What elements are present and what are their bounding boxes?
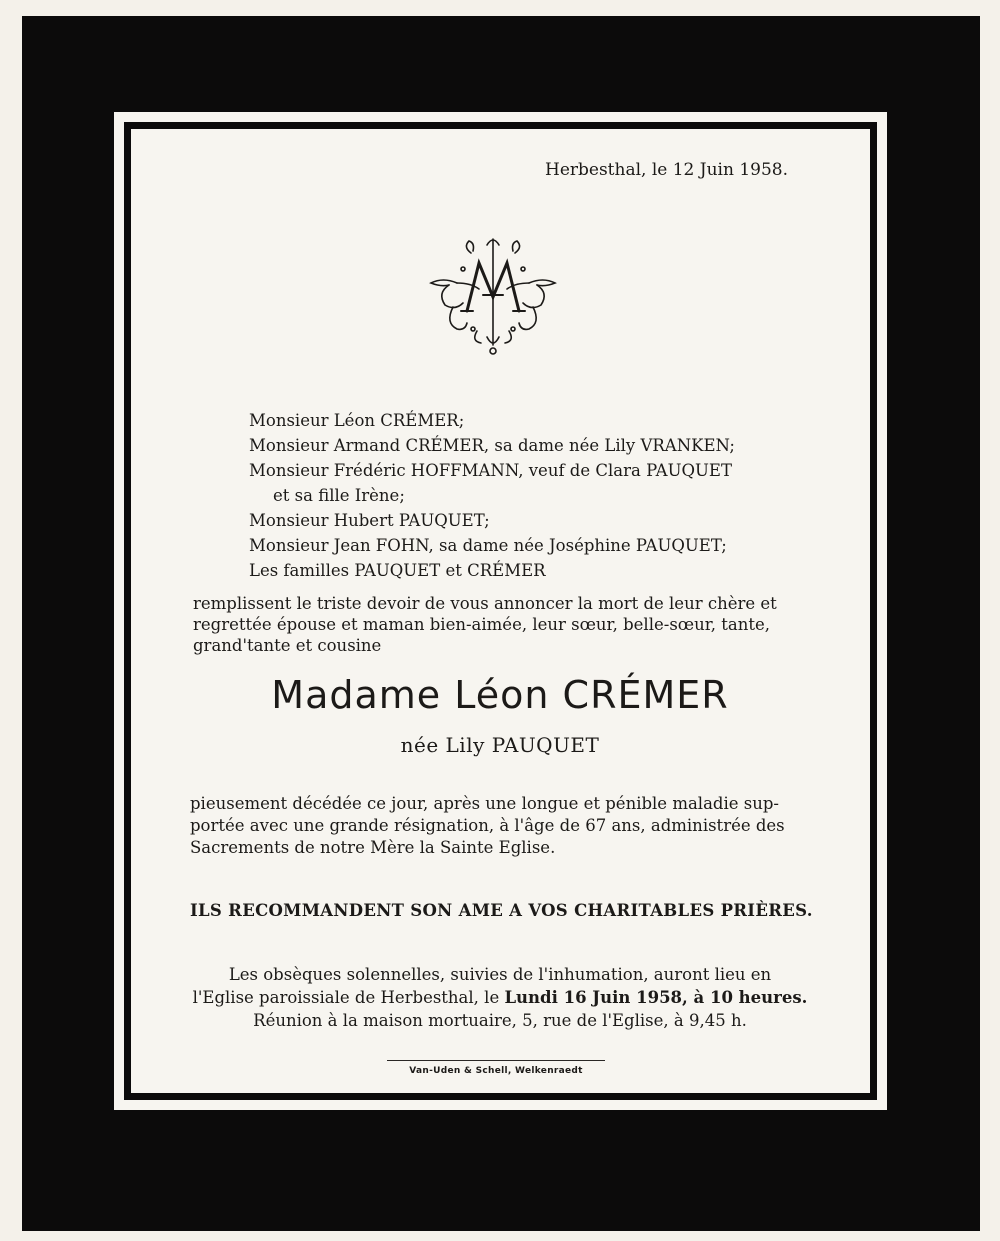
announcement-line: regrettée épouse et maman bien-aimée, leur sœur, belle-sœur, tante, — [193, 615, 771, 634]
funeral-date-time: Lundi 16 Juin 1958, à 10 heures. — [504, 988, 808, 1007]
printer-credit: Van-Uden & Schell, Welkenraedt — [409, 1066, 583, 1076]
funeral-line-3: Réunion à la maison mortuaire, 5, rue de l'Eglise, à 9,45 h. — [253, 1011, 747, 1030]
death-notice — [190, 793, 810, 859]
death-notice-line: pieusement décédée ce jour, après une longue et pénible maladie sup- — [190, 794, 779, 813]
family-line: Les familles PAUQUET et CRÉMER — [249, 561, 546, 580]
family-line: Monsieur Armand CRÉMER, sa dame née Lily VRANKEN; — [249, 436, 735, 455]
funeral-line-1: Les obsèques solennelles, suivies de l'inhumation, auront lieu en — [228, 965, 772, 984]
family-list — [249, 408, 829, 583]
family-line: Monsieur Frédéric HOFFMANN, veuf de Clara PAUQUET — [249, 461, 732, 480]
monogram-icon — [427, 233, 559, 363]
place-date: Herbesthal, le 12 Juin 1958. — [545, 160, 788, 180]
announcement — [193, 593, 809, 656]
announcement-line: grand'tante et cousine — [193, 636, 382, 655]
family-line: Monsieur Jean FOHN, sa dame née Joséphine PAUQUET; — [249, 536, 727, 555]
family-line: et sa fille Irène; — [273, 486, 405, 505]
deceased-name: Madame Léon CRÉMER — [271, 673, 729, 717]
family-line: Monsieur Hubert PAUQUET; — [249, 511, 490, 530]
notice-content — [134, 133, 866, 1090]
death-notice-line: portée avec une grande résignation, à l'âge de 67 ans, administrée des — [190, 816, 785, 835]
prayer-request: ILS RECOMMANDENT SON AME A VOS CHARITABLES PRIÈRES. — [190, 901, 813, 920]
announcement-line: remplissent le triste devoir de vous annoncer la mort de leur chère et — [193, 594, 777, 613]
funeral-details — [190, 963, 810, 1032]
printer-divider — [387, 1060, 605, 1061]
family-line: Monsieur Léon CRÉMER; — [249, 411, 465, 430]
funeral-line-2-text: l'Eglise paroissiale de Herbesthal, le — [192, 988, 505, 1007]
funeral-line-2 — [190, 986, 810, 1009]
maiden-name: née Lily PAUQUET — [400, 733, 600, 757]
death-notice-line: Sacrements de notre Mère la Sainte Eglise. — [190, 838, 556, 857]
